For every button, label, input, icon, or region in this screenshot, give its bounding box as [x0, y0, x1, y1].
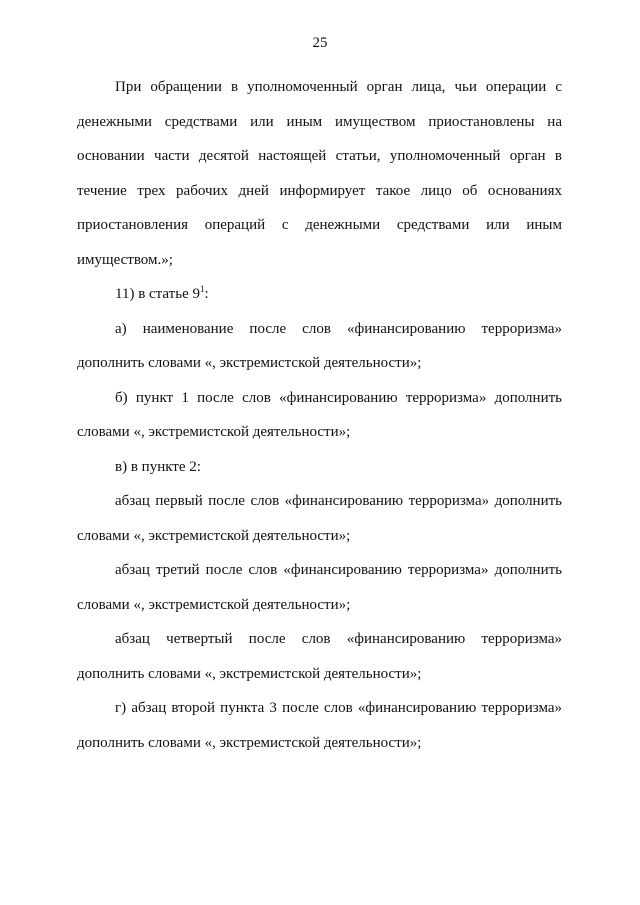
item-11-colon: : — [204, 286, 209, 302]
paragraph-item-11 — [77, 277, 562, 312]
paragraph-abzats-fourth: абзац четвертый после слов «финансированию терроризма» дополнить словами «, экстремистской деятельности»; — [77, 631, 562, 682]
paragraph-subitem-b: б) пункт 1 после слов «финансированию терроризма» дополнить словами «, экстремистской деятельности»; — [77, 389, 562, 440]
item-11-superscript: 1 — [200, 284, 205, 294]
paragraph-suspension-notice: При обращении в уполномоченный орган лица, чьи операции с денежными средствами или иным имуществом приостановлены на основании части десятой настоящей статьи, уполномоченный орган в течение трех рабочих дней информирует такое лицо об основаниях приостановления операций с денежными средствами или иным имуществом.»; — [77, 79, 562, 268]
paragraph-subitem-v: в) в пункте 2: — [115, 458, 201, 475]
page-number: 25 — [312, 35, 328, 51]
item-11-text: 11) в статье 9 — [115, 286, 200, 302]
paragraph-subitem-a: а) наименование после слов «финансированию терроризма» дополнить словами «, экстремистской деятельности»; — [77, 320, 562, 371]
paragraph-abzats-first: абзац первый после слов «финансированию терроризма» дополнить словами «, экстремистской деятельности»; — [77, 493, 562, 544]
document-body — [77, 70, 562, 760]
paragraph-subitem-g: г) абзац второй пункта 3 после слов «финансированию терроризма» дополнить словами «, экстремистской деятельности»; — [77, 700, 562, 751]
paragraph-abzats-third: абзац третий после слов «финансированию терроризма» дополнить словами «, экстремистской деятельности»; — [77, 562, 562, 613]
